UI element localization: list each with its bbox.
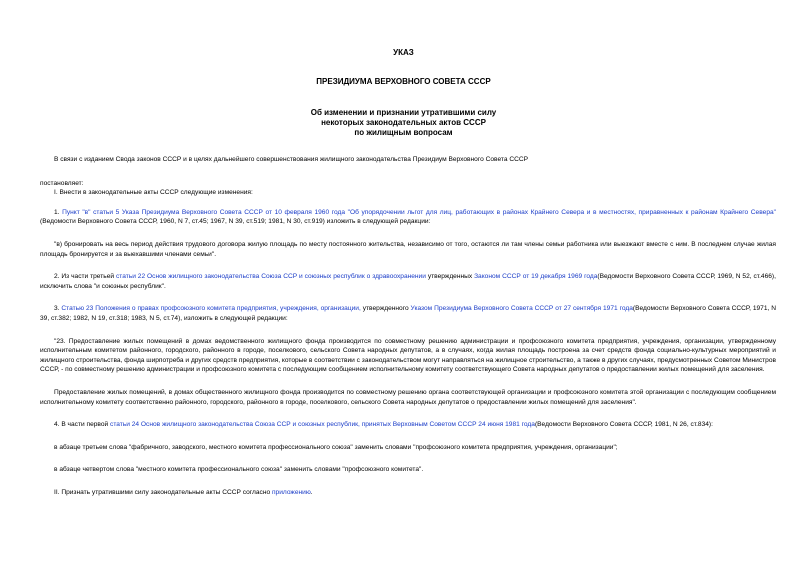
paragraph-1: [40, 208, 776, 227]
subject-line-3: по жилищным вопросам: [354, 128, 453, 137]
section-2-end: .: [310, 488, 313, 496]
amendment-item-1: в абзаце третьем слова "фабричного, заводского, местного комитета профессионального союза" заменить словами "профсоюзного комитета предприятия, учреждения, организации";: [54, 443, 618, 451]
quote-3: Предоставление жилых помещений, в домах общественного жилищного фонда производится по совместному решению органа соответствующей организации и профсоюзного комитета этой организации с последующим сообщением исполнительному комитету соответственно районного, городского, районного в городе, поселкового, сельского Совета народных депутатов о предоставлении жилых помещений для заселения".: [40, 388, 776, 406]
document-body: [40, 155, 776, 497]
decree-subject-title: [0, 108, 807, 138]
subject-line-1: Об изменении и признании утратившими силу: [310, 108, 497, 117]
paragraph-2-mid: утвержденных: [425, 273, 475, 281]
document-type-title: УКАЗ: [393, 48, 414, 57]
link-article-24[interactable]: статьи 24 Основ жилищного законодательства Союза ССР и союзных республик, принятых Верховным Советом СССР 24 июня 1981 года: [110, 421, 535, 429]
section-2-text: II. Признать утратившими силу законодательные акты СССР согласно: [54, 488, 272, 496]
section-2: [40, 488, 776, 498]
quote-2: "23. Предоставление жилых помещений в домах ведомственного жилищного фонда производится по совместному решению администрации и профсоюзного комитета предприятия, учреждения, организации, утвержденному исполнительным комитетом районного, городского, районного в городе, поселкового, сельского Совета народных депутатов, а в случаях, когда жилая площадь построена за счет средств фонда социально-культурных мероприятий и жилищного строительства, фонда ширпотреба и других средств предприятия, которые в соответствии с законодательством могут направляться на жилищное строительство, а также в других случаях, предусмотренных Советом Министров СССР, - по совместному решению администрации и профсоюзного комитета с последующим сообщением исполнительному комитету соответствующего Совета народных депутатов о предоставлении жилых помещений для заселения.: [40, 337, 776, 374]
paragraph-3-mid: утвержденного: [360, 305, 411, 313]
link-appendix[interactable]: приложению: [271, 488, 311, 496]
paragraph-2-tail: (Ведомости Верховного Совета СССР, 1969, N 52, ст.466), исключить слова "и союзных республик".: [40, 273, 776, 290]
paragraph-2: [40, 272, 776, 291]
paragraph-4-number: 4. В части первой: [54, 421, 111, 429]
paragraph-4-tail: (Ведомости Верховного Совета СССР, 1981, N 26, ст.834):: [534, 421, 713, 429]
paragraph-1-number: 1.: [54, 208, 63, 216]
issuing-body-title: ПРЕЗИДИУМА ВЕРХОВНОГО СОВЕТА СССР: [316, 77, 491, 86]
quote-1: "в) бронировать на весь период действия трудового договора жилую площадь по месту постоянного жительства, независимо от того, остаются ли там члены семьи работника или выезжают вместе с ним. В последнем случае жилая площадь бронируется и за выехавшими членами семьи".: [40, 240, 776, 258]
paragraph-3-tail: (Ведомости Верховного Совета СССР, 1971, N 39, ст.382; 1982, N 19, ст.318; 1983, N 5, ст.74), изложить в следующей редакции:: [40, 305, 776, 322]
link-decree-1971[interactable]: Указом Президиума Верховного Совета СССР от 27 сентября 1971 года: [410, 305, 633, 313]
paragraph-3: [40, 304, 776, 323]
link-article-23[interactable]: Статью 23 Положения о правах профсоюзного комитета предприятия, учреждения, организации,: [61, 305, 361, 313]
paragraph-3-number: 3.: [54, 305, 62, 313]
link-law-1969[interactable]: Законом СССР от 19 декабря 1969 года: [474, 273, 598, 281]
link-article-22[interactable]: статьи 22 Основ жилищного законодательства Союза ССР и союзных республик о здравоохранении: [115, 273, 426, 281]
subject-line-2: некоторых законодательных актов СССР: [321, 118, 486, 127]
amendment-item-2: в абзаце четвертом слова "местного комитета профессионального союза" заменить словами "профсоюзного комитета".: [54, 466, 424, 474]
link-decree-1960[interactable]: Пункт "в" статьи 5 Указа Президиума Верховного Совета СССР от 10 февраля 1960 года "Об упорядочении льгот для лиц, работающих в районах Крайнего Севера и в местностях, приравненных к районам Крайнего Севера": [62, 208, 776, 216]
paragraph-2-number: 2. Из части третьей: [54, 273, 116, 281]
section-1-heading: I. Внести в законодательные акты СССР следующие изменения:: [54, 189, 253, 197]
paragraph-1-tail: (Ведомости Верховного Совета СССР, 1960, N 7, ст.45; 1967, N 39, ст.519; 1981, N 30, ст.919) изложить в следующей редакции:: [40, 218, 431, 226]
decrees-word: постановляет:: [40, 179, 84, 187]
preamble: В связи с изданием Свода законов СССР и в целях дальнейшего совершенствования жилищного законодательства Президиум Верховного Совета СССР: [54, 156, 529, 163]
paragraph-4: [40, 420, 776, 430]
